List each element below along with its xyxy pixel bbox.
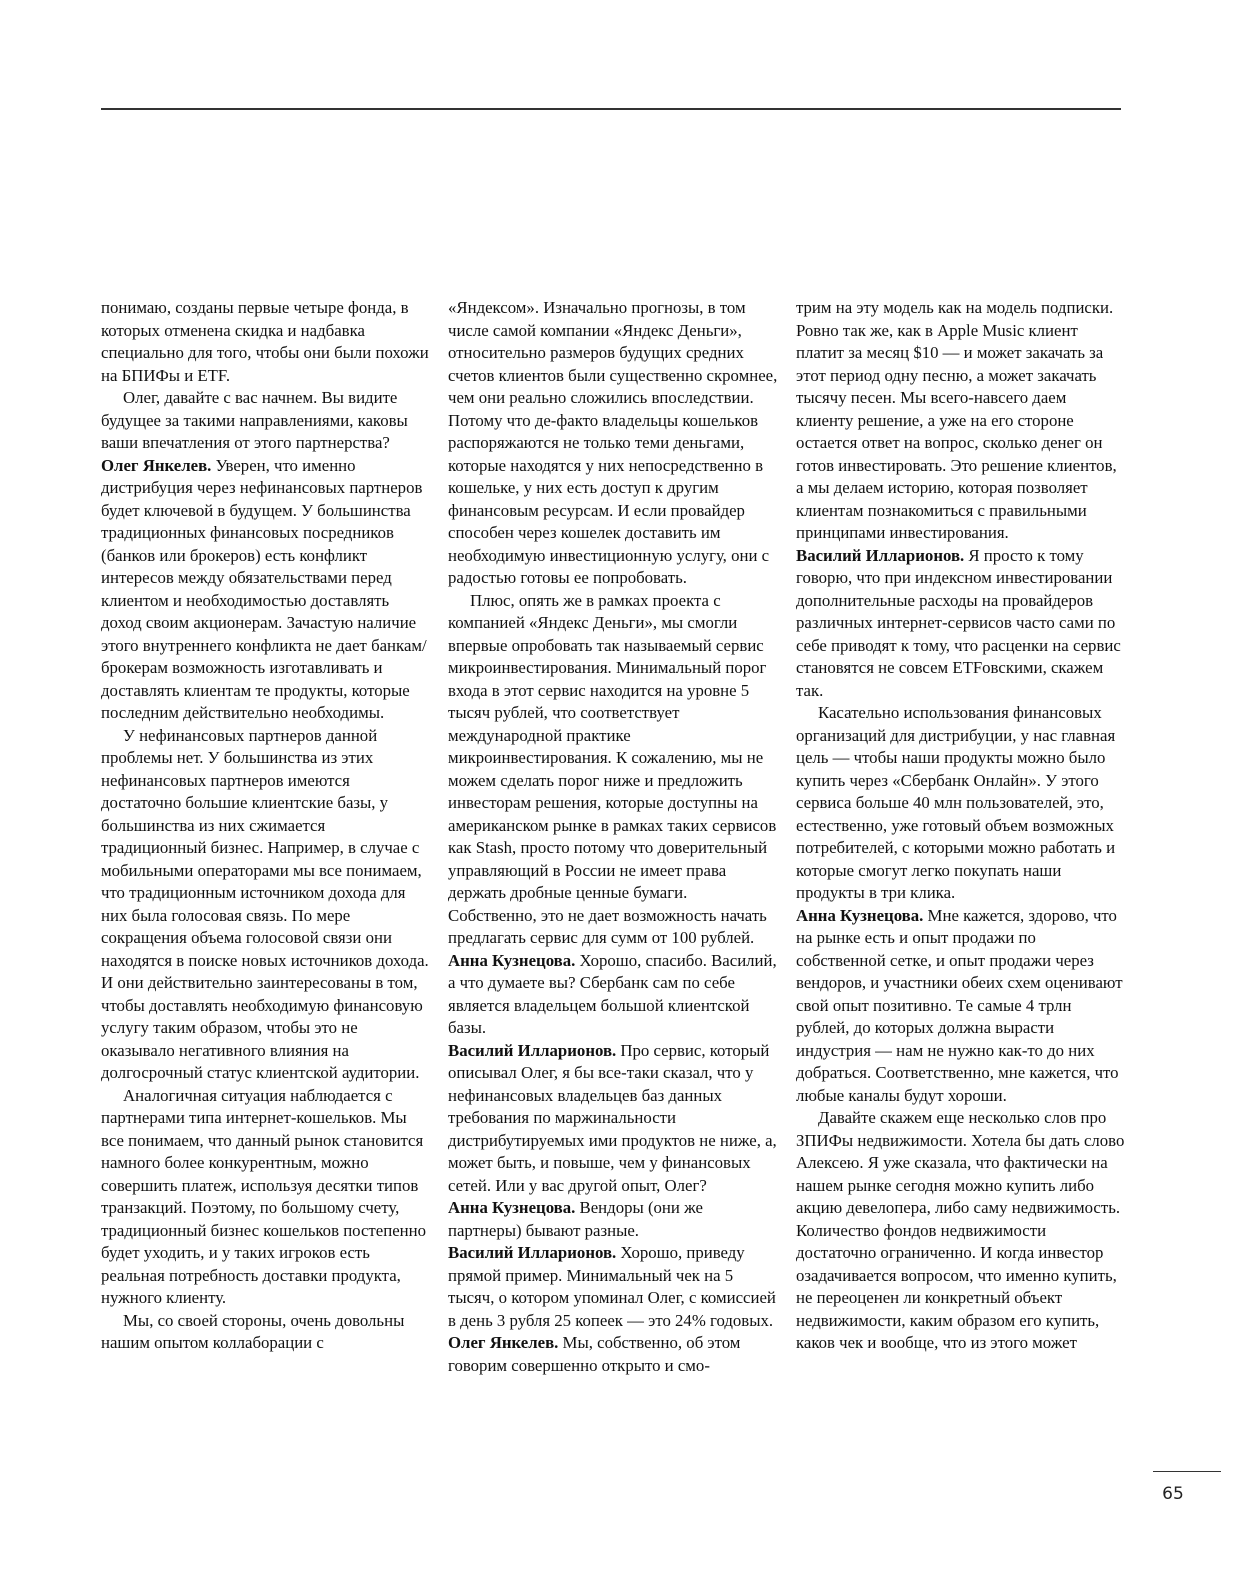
paragraph-text: Мы, собственно, об этом говорим совершенно открыто и смо-: [448, 1333, 741, 1375]
paragraph: [101, 1085, 431, 1310]
paragraph-text: Олег, давайте с вас начнем. Вы видите будущее за такими направлениями, каковы ваши впечатления от этого партнерства?: [101, 388, 408, 452]
paragraph: [796, 545, 1126, 703]
paragraph: [796, 1107, 1126, 1355]
paragraph: [448, 950, 778, 1040]
paragraph: [448, 590, 778, 950]
paragraph: [101, 297, 431, 387]
text-column-3: [796, 297, 1126, 1355]
paragraph-text: Давайте скажем еще несколько слов про ЗПИФы недвижимости. Хотела бы дать слово Алексею. Я уже сказала, что фактически на нашем рынке сегодня можно купить либо акцию девелопера, либо саму недвижимость. Количество фондов недвижимости достаточно ограниченно. И когда инвестор озадачивается вопросом, что именно купить, не переоценен ли конкретный объект недвижимости, каким образом его купить, каков чек и вообще, что из этого может: [796, 1108, 1125, 1352]
paragraph: [448, 1197, 778, 1242]
paragraph-text: понимаю, созданы первые четыре фонда, в которых отменена скидка и надбавка специально для того, чтобы они были похожи на БПИФы и ETF.: [101, 298, 429, 385]
paragraph: [101, 1310, 431, 1355]
speaker-name: Василий Илларионов.: [796, 545, 965, 565]
page-number: 65: [1162, 1484, 1184, 1504]
paragraph: [796, 297, 1126, 545]
paragraph: [448, 1040, 778, 1198]
speaker-name: Анна Кузнецова.: [448, 950, 576, 970]
paragraph-text: Плюс, опять же в рамках проекта с компанией «Яндекс Деньги», мы смогли впервые опробовать так называемый сервис микроинвестирования. Минимальный порог входа в этот сервис находится на уровне 5 тысяч рублей, что соответствует международной практике микроинвестирования. К сожалению, мы не можем сделать порог ниже и предложить инвесторам решения, которые доступны на американском рынке в рамках таких сервисов как Stash, просто потому что доверительный управляющий в России не имеет права держать дробные ценные бумаги. Собственно, это не дает возможность начать предлагать сервис для сумм от 100 рублей.: [448, 590, 777, 947]
paragraph: [448, 1242, 778, 1332]
speaker-name: Олег Янкелев.: [101, 455, 212, 475]
speaker-name: Василий Илларионов.: [448, 1243, 617, 1262]
footer-divider: [1153, 1471, 1221, 1472]
paragraph-text: Про сервис, который описывал Олег, я бы все-таки сказал, что у нефинансовых владельцев баз данных требования по маржинальности дистрибутируемых ими продуктов не ниже, а, может быть, и повыше, чем у финансовых сетей. Или у вас другой опыт, Олег?: [448, 1040, 777, 1195]
text-column-1: [101, 297, 431, 1355]
text-column-2: [448, 297, 778, 1377]
paragraph-text: «Яндексом». Изначально прогнозы, в том числе самой компании «Яндекс Деньги», относительно размеров будущих средних счетов клиентов были существенно скромнее, чем они реально сложились впоследствии. Потому что де-факто владельцы кошельков распоряжаются не только теми деньгами, которые находятся у них непосредственно в кошельке, у них есть доступ к другим финансовым ресурсам. И если провайдер способен через кошелек доставить им необходимую инвестиционную услугу, они с радостью готовы ее попробовать.: [448, 298, 778, 587]
paragraph: [796, 905, 1126, 1108]
paragraph: [101, 387, 431, 455]
paragraph-text: Мы, со своей стороны, очень довольны нашим опытом коллаборации с: [101, 1310, 405, 1352]
paragraph: [796, 702, 1126, 905]
paragraph-text: Хорошо, спасибо. Василий, а что думаете вы? Сбербанк сам по себе является владельцем большой клиентской базы.: [448, 950, 777, 1037]
paragraph-text: Вендоры (они же партнеры) бывают разные.: [448, 1198, 703, 1240]
paragraph-text: Хорошо, приведу прямой пример. Минимальный чек на 5 тысяч, о котором упоминал Олег, с комиссией в день 3 рубля 25 копеек — это 24% годовых.: [448, 1243, 776, 1330]
paragraph-text: Мне кажется, здорово, что на рынке есть и опыт продажи по собственной сетке, и опыт продажи через вендоров, и участники обеих схем оценивают свой опыт позитивно. Те самые 4 трлн рублей, до которых должна вырасти индустрия — нам не нужно как-то до них добраться. Соответственно, мне кажется, что любые каналы будут хороши.: [796, 905, 1123, 1105]
paragraph: [101, 725, 431, 1085]
paragraph: [448, 1332, 778, 1377]
paragraph-text: Касательно использования финансовых организаций для дистрибуции, у нас главная цель — чтобы наши продукты можно было купить через «Сбербанк Онлайн». У этого сервиса больше 40 млн пользователей, это, естественно, уже готовый объем возможных потребителей, с которыми можно работать и которые смогут легко покупать наши продукты в три клика.: [796, 703, 1116, 902]
paragraph-text: трим на эту модель как на модель подписки. Ровно так же, как в Apple Music клиент платит за месяц $10 — и может закачать за этот период одну песню, а может закачать тысячу песен. Мы всего-навсего даем клиенту решение, а уже на его стороне остается ответ на вопрос, сколько денег он готов инвестировать. Это решение клиентов, а мы делаем историю, которая позволяет клиентам познакомиться с правильными принципами инвестирования.: [796, 298, 1117, 542]
paragraph-text: Аналогичная ситуация наблюдается с партнерами типа интернет-кошельков. Мы все понимаем, что данный рынок становится намного более конкурентным, можно совершить платеж, используя десятки типов транзакций. Поэтому, по большому счету, традиционный бизнес кошельков постепенно будет уходить, и у таких игроков есть реальная потребность доставки продукта, нужного клиенту.: [101, 1085, 426, 1307]
paragraph: [101, 455, 431, 725]
paragraph-text: У нефинансовых партнеров данной проблемы нет. У большинства из этих нефинансовых партнеров имеются достаточно большие клиентские базы, у большинства из них сжимается традиционный бизнес. Например, в случае с мобильными операторами мы все понимаем, что традиционным источником дохода для них была голосовая связь. По мере сокращения объема голосовой связи они находятся в поиске новых источников дохода. И они действительно заинтересованы в том, чтобы доставлять необходимую финансовую услугу таким образом, чтобы это не оказывало негативного влияния на долгосрочный статус клиентской аудитории.: [101, 725, 429, 1082]
speaker-name: Анна Кузнецова.: [796, 905, 924, 925]
top-divider: [101, 108, 1121, 110]
paragraph: [448, 297, 778, 590]
speaker-name: Василий Илларионов.: [448, 1040, 617, 1060]
paragraph-text: Я просто к тому говорю, что при индексном инвестировании дополнительные расходы на провайдеров различных интернет-сервисов часто сами по себе приводят к тому, что расценки на сервис становятся не совсем ETFовскими, скажем так.: [796, 545, 1121, 700]
speaker-name: Анна Кузнецова.: [448, 1198, 576, 1217]
paragraph-text: Уверен, что именно дистрибуция через нефинансовых партнеров будет ключевой в будущем. У большинства традиционных финансовых посредников (банков или брокеров) есть конфликт интересов между обязательствами перед клиентом и необходимостью доставлять доход своим акционерам. Зачастую наличие этого внутреннего конфликта не дает банкам/брокерам возможность изготавливать и доставлять клиентам те продукты, которые последним действительно необходимы.: [101, 455, 427, 722]
speaker-name: Олег Янкелев.: [448, 1333, 559, 1352]
